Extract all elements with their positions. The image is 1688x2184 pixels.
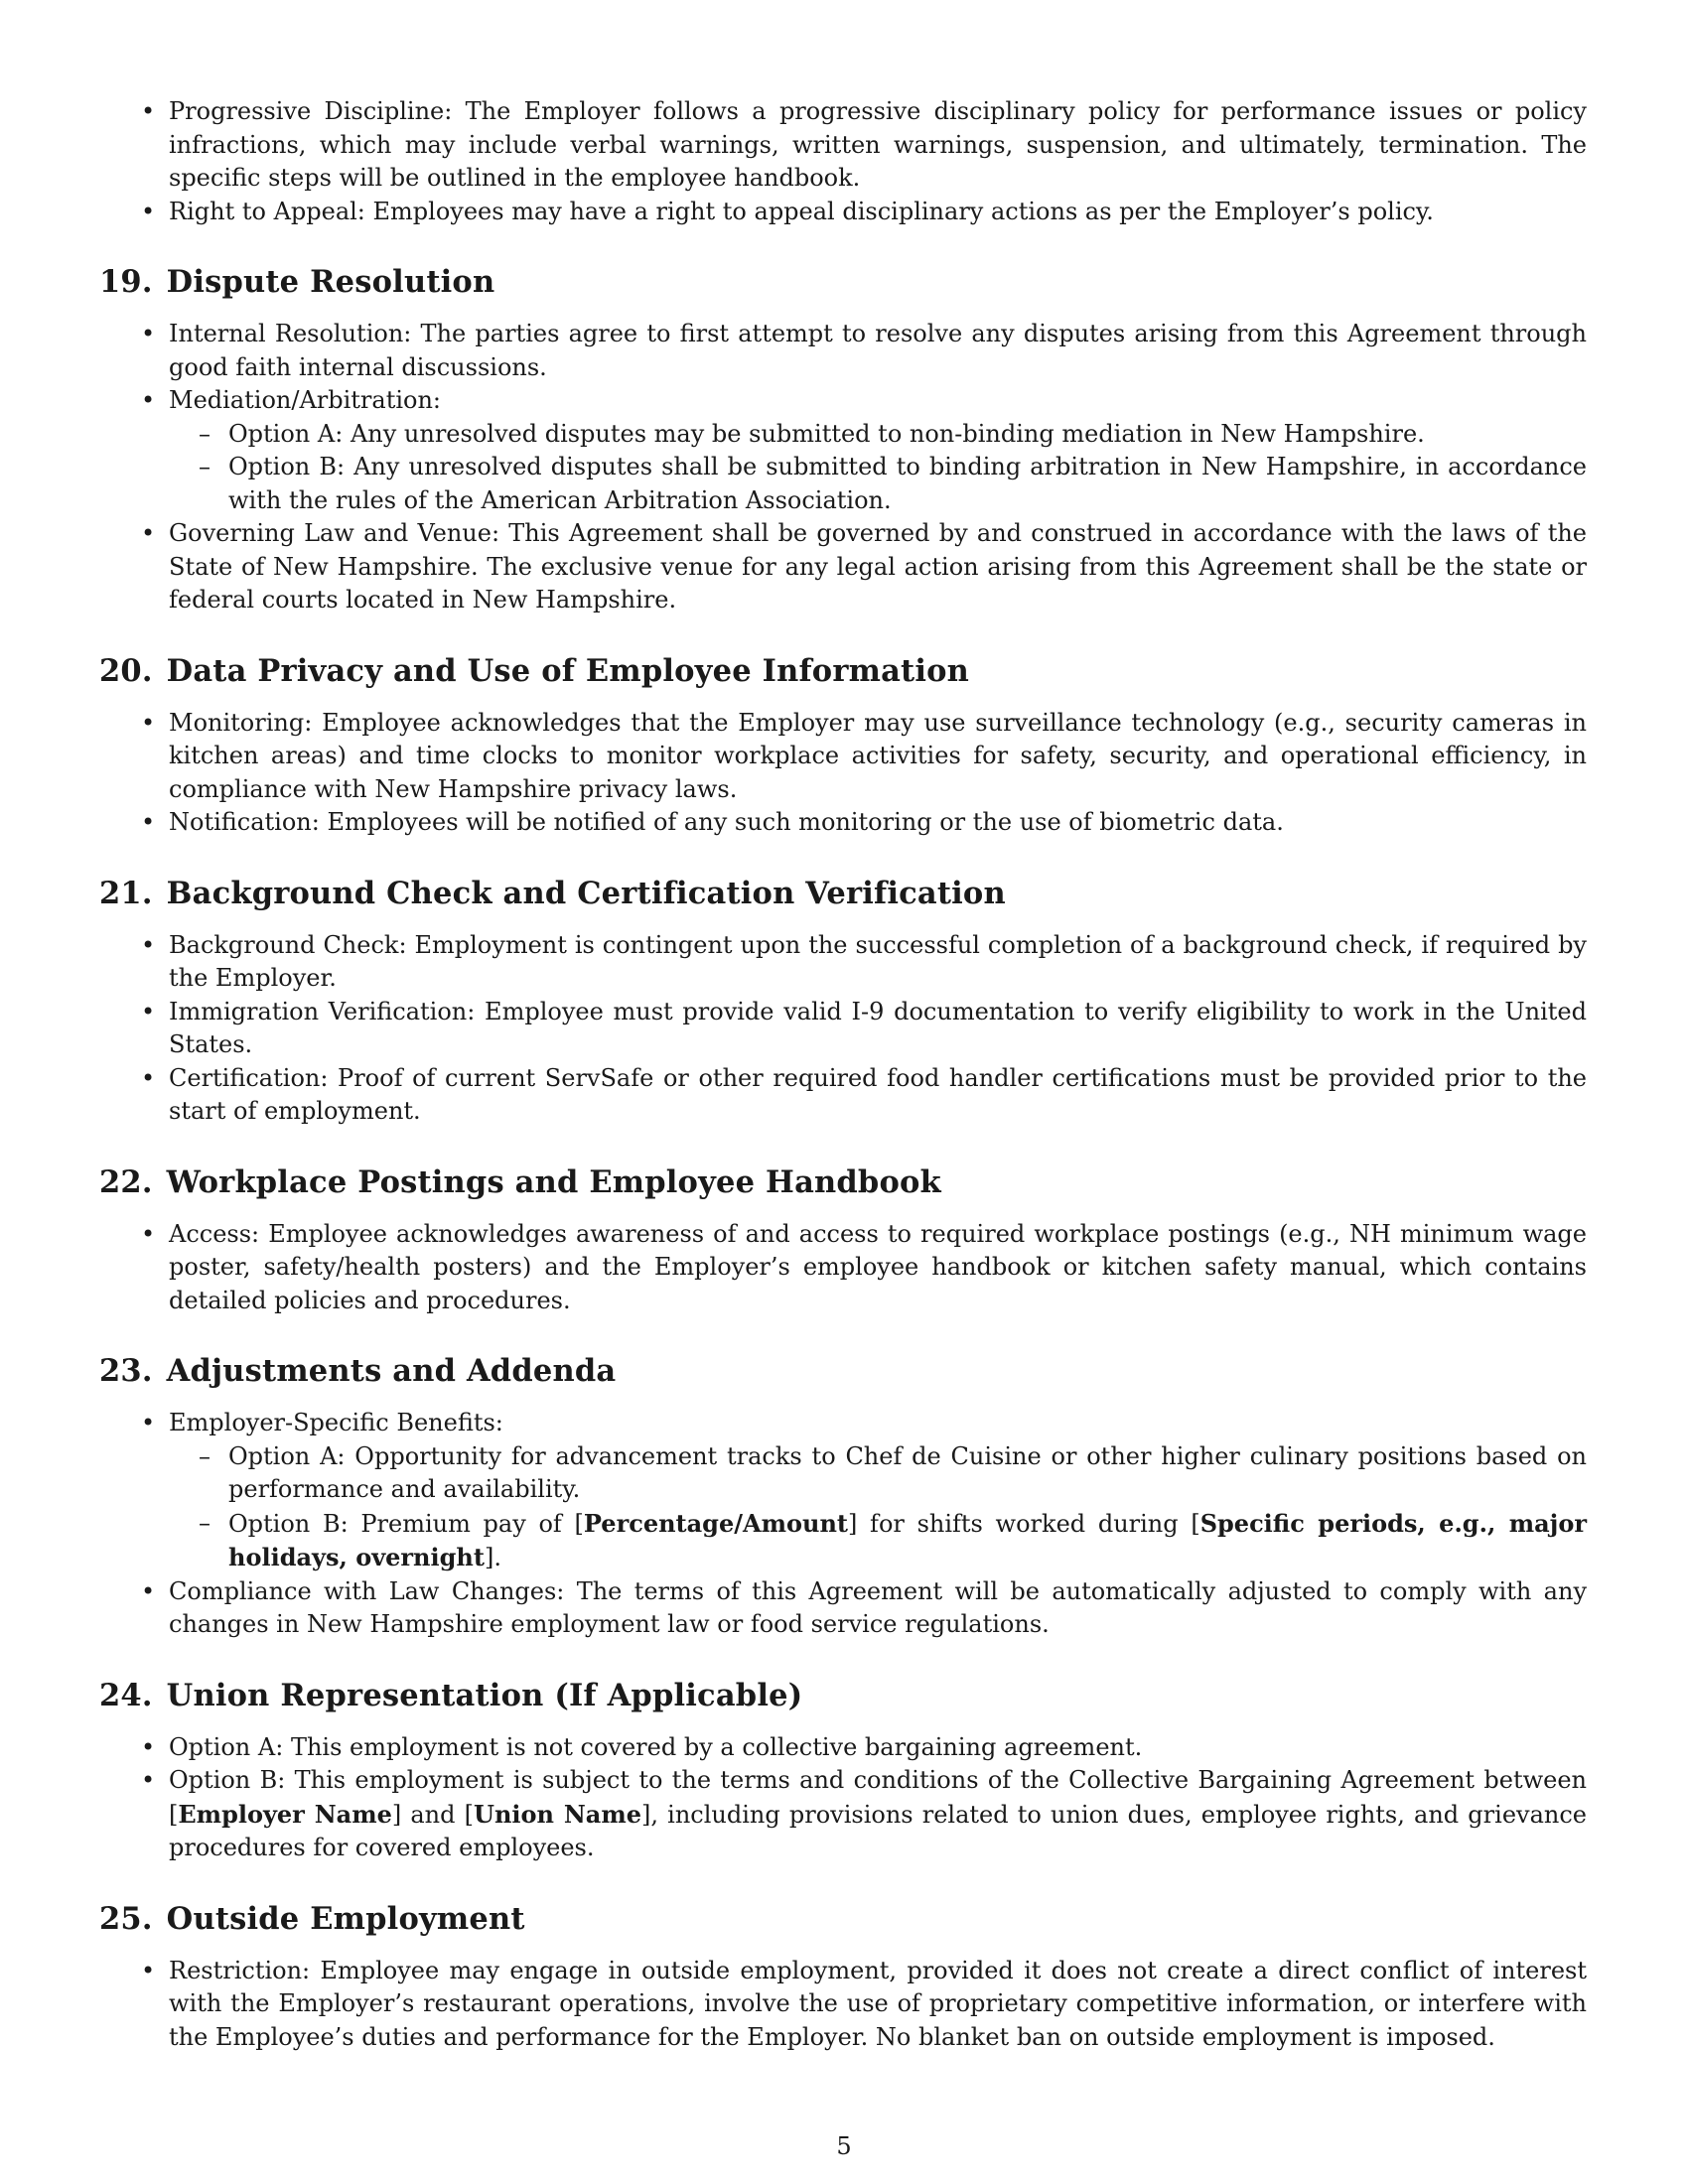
placeholder-field: Employer Name bbox=[178, 1799, 392, 1829]
section-24 bbox=[99, 1676, 1587, 1865]
section-25-list bbox=[99, 1955, 1587, 2055]
section-23 bbox=[99, 1351, 1587, 1642]
section-title: Outside Employment bbox=[166, 1900, 525, 1937]
section-21-list bbox=[99, 929, 1587, 1129]
sub-list-item: – Option A: Opportunity for advancement tracks to Chef de Cuisine or other higher culinary positions based on performance and availability. bbox=[169, 1440, 1587, 1507]
sub-list-item: – Option B: Any unresolved disputes shall be submitted to binding arbitration in New Hampshire, in accordance with the rules of the American Arbitration Association. bbox=[169, 451, 1587, 517]
section-22-list bbox=[99, 1218, 1587, 1318]
section-title: Union Representation (If Applicable) bbox=[166, 1677, 803, 1713]
text-run: ]. bbox=[484, 1544, 501, 1571]
section-title: Adjustments and Addenda bbox=[166, 1353, 617, 1389]
sub-list-item: – Option A: Any unresolved disputes may be submitted to non-binding mediation in New Hampshire. bbox=[169, 418, 1587, 452]
list-item-label: Mediation/Arbitration: bbox=[169, 386, 442, 414]
section-title: Data Privacy and Use of Employee Information bbox=[166, 652, 970, 689]
section-21 bbox=[99, 874, 1587, 1129]
sub-list bbox=[169, 1440, 1587, 1575]
sub-list bbox=[169, 418, 1587, 518]
section-19-list bbox=[99, 318, 1587, 617]
section-25 bbox=[99, 1899, 1587, 2055]
section-title: Dispute Resolution bbox=[166, 264, 495, 300]
text-run: Option B: This employment is subject to the terms and conditions of the Collective Bargaining Agreement between [ bbox=[169, 1766, 1587, 1829]
section-22 bbox=[99, 1162, 1587, 1318]
section-heading bbox=[99, 651, 1587, 691]
section-number: 25. bbox=[99, 1900, 153, 1937]
section-heading bbox=[99, 1676, 1587, 1715]
section-heading bbox=[99, 1351, 1587, 1391]
list-item: • Background Check: Employment is contingent upon the successful completion of a background check, if required by the Employer. bbox=[99, 929, 1587, 996]
placeholder-field: Specific periods, e.g., major holidays, overnight bbox=[228, 1508, 1588, 1571]
placeholder-field: Union Name bbox=[474, 1799, 641, 1829]
list-item: • Access: Employee acknowledges awareness of and access to required workplace postings (e.g., NH minimum wage poster, safety/health posters) and the Employer’s employee handbook or kitchen safety manual, which contains detailed policies and procedures. bbox=[99, 1218, 1587, 1318]
section-23-list bbox=[99, 1407, 1587, 1642]
document-page bbox=[99, 95, 1587, 2054]
list-item bbox=[99, 1764, 1587, 1865]
page-number: 5 bbox=[836, 2132, 852, 2160]
section-number: 24. bbox=[99, 1677, 153, 1713]
list-item bbox=[99, 1407, 1587, 1575]
list-item: • Monitoring: Employee acknowledges that the Employer may use surveillance technology (e.g., security cameras in kitchen areas) and time clocks to monitor workplace activities for safety, security, and operational efficiency, in compliance with New Hampshire privacy laws. bbox=[99, 707, 1587, 807]
list-item: • Right to Appeal: Employees may have a right to appeal disciplinary actions as per the Employer’s policy. bbox=[99, 196, 1587, 229]
list-item: • Compliance with Law Changes: The terms of this Agreement will be automatically adjusted to comply with any changes in New Hampshire employment law or food service regulations. bbox=[99, 1575, 1587, 1642]
section-number: 21. bbox=[99, 875, 153, 911]
section-title: Background Check and Certification Verification bbox=[166, 875, 1006, 911]
section-20-list bbox=[99, 707, 1587, 840]
list-item: • Certification: Proof of current ServSafe or other required food handler certifications must be provided prior to the start of employment. bbox=[99, 1062, 1587, 1129]
section-number: 22. bbox=[99, 1163, 153, 1200]
section-number: 23. bbox=[99, 1353, 153, 1389]
text-run: Option B: Premium pay of [ bbox=[228, 1509, 584, 1538]
list-item: • Immigration Verification: Employee must provide valid I-9 documentation to verify eligibility to work in the United States. bbox=[99, 996, 1587, 1062]
placeholder-field: Percentage/Amount bbox=[583, 1508, 848, 1538]
section-heading bbox=[99, 1162, 1587, 1202]
text-run: ] and [ bbox=[391, 1800, 475, 1829]
list-item: • Governing Law and Venue: This Agreement shall be governed by and construed in accordance with the laws of the State of New Hampshire. The exclusive venue for any legal action arising from this Agreement shall be the state or federal courts located in New Hampshire. bbox=[99, 517, 1587, 617]
section-title: Workplace Postings and Employee Handbook bbox=[166, 1163, 941, 1200]
section-18-continued bbox=[99, 95, 1587, 228]
section-18-list bbox=[99, 95, 1587, 228]
list-item-label: Employer-Specific Benefits: bbox=[169, 1409, 503, 1436]
section-heading bbox=[99, 262, 1587, 302]
section-19 bbox=[99, 262, 1587, 617]
list-item: • Progressive Discipline: The Employer follows a progressive disciplinary policy for performance issues or policy infractions, which may include verbal warnings, written warnings, suspension, and ultimately, termination. The specific steps will be outlined in the employee handbook. bbox=[99, 95, 1587, 196]
list-item: • Restriction: Employee may engage in outside employment, provided it does not create a direct conflict of interest with the Employer’s restaurant operations, involve the use of proprietary competitive information, or interfere with the Employee’s duties and performance for the Employer. No blanket ban on outside employment is imposed. bbox=[99, 1955, 1587, 2055]
list-item: • Option A: This employment is not covered by a collective bargaining agreement. bbox=[99, 1731, 1587, 1765]
section-number: 19. bbox=[99, 264, 153, 300]
sub-list-item bbox=[169, 1507, 1587, 1575]
list-item: • Internal Resolution: The parties agree to first attempt to resolve any disputes arising from this Agreement through good faith internal discussions. bbox=[99, 318, 1587, 384]
text-run: ], including provisions related to union dues, employee rights, and grievance procedures for covered employees. bbox=[169, 1800, 1587, 1861]
section-24-list bbox=[99, 1731, 1587, 1865]
list-item bbox=[99, 384, 1587, 517]
section-heading bbox=[99, 874, 1587, 913]
section-20 bbox=[99, 651, 1587, 840]
section-number: 20. bbox=[99, 652, 153, 689]
section-heading bbox=[99, 1899, 1587, 1939]
list-item: • Notification: Employees will be notified of any such monitoring or the use of biometric data. bbox=[99, 806, 1587, 840]
text-run: ] for shifts worked during [ bbox=[848, 1509, 1200, 1538]
